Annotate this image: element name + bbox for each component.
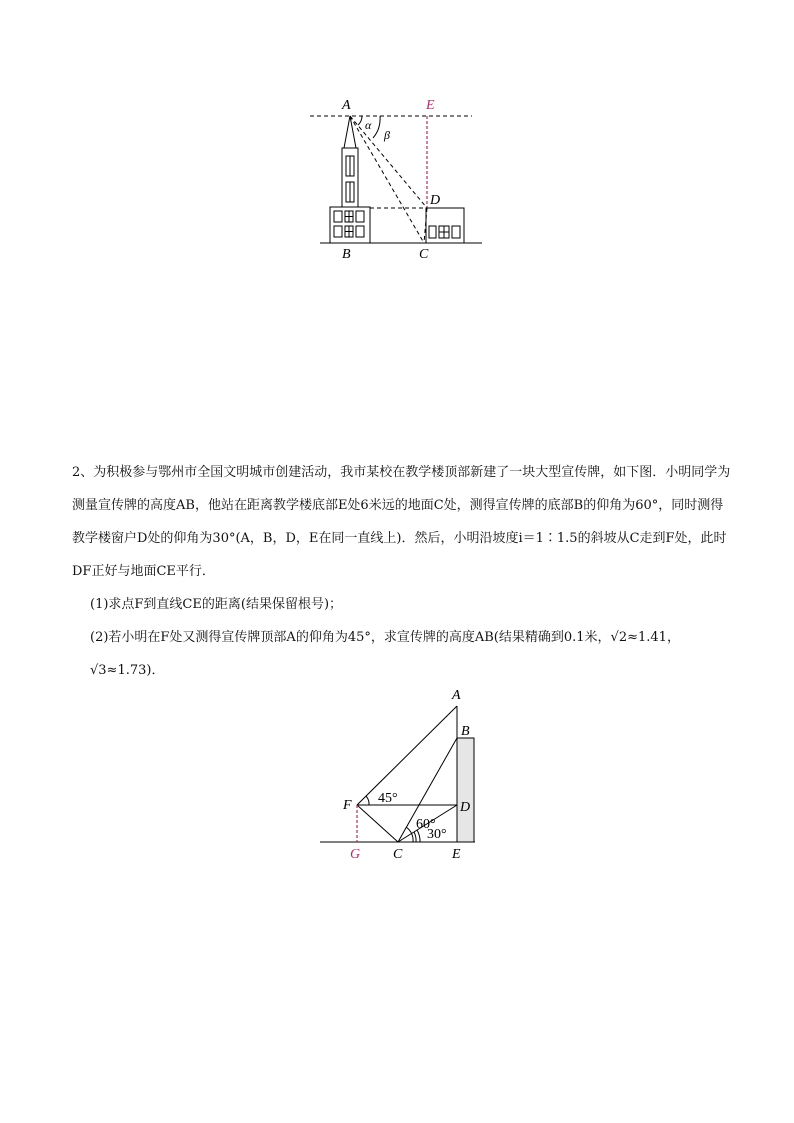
tower-spire — [344, 116, 356, 148]
label-f2: F — [343, 798, 352, 813]
label-b: B — [342, 247, 351, 262]
label-d2: D — [460, 800, 471, 815]
label-c2: C — [393, 847, 403, 862]
question-1: (1)求点F到直线CE的距离(结果保留根号)； — [90, 597, 343, 612]
figure-billboard — [310, 680, 490, 870]
angle-45-arc — [366, 796, 369, 805]
label-alpha: α — [365, 118, 372, 132]
line-fc — [357, 805, 398, 842]
figure-tower-building — [300, 92, 500, 272]
question-2: (2)若小明在F处又测得宣传牌顶部A的仰角为45°，求宣传牌的高度AB(结果精确到0.1米，√2≈1.41，√3≈1.73)． — [90, 630, 680, 678]
label-c: C — [419, 247, 429, 262]
angle-30-arc-inner — [414, 832, 416, 842]
label-angle-30: 30° — [427, 827, 447, 842]
problem-statement: 2、为积极参与鄂州市全国文明城市创建活动，我市某校在教学楼顶部新建了一块大型宣传牌，如下图．小明同学为测量宣传牌的高度AB，他站在距离教学楼底部E处6米远的地面C处，测得宣传牌的底部B的仰角为60°，同时测得教学楼窗户D处的仰角为30°(A，B，D，E在同一直线上)．然后，小明沿坡度i＝1∶1.5的斜坡从C走到F处，此时DF正好与地面CE平行． — [72, 465, 731, 579]
label-a: A — [342, 98, 351, 113]
label-a2: A — [452, 688, 461, 703]
label-angle-45: 45° — [378, 791, 398, 806]
problem-text — [72, 456, 732, 687]
label-d: D — [430, 193, 441, 208]
label-b2: B — [461, 724, 470, 739]
teaching-building — [457, 738, 474, 842]
label-e: E — [426, 98, 435, 113]
label-e2: E — [452, 847, 461, 862]
angle-beta-arc — [373, 116, 380, 138]
label-g2: G — [350, 847, 361, 862]
angle-alpha-arc — [358, 116, 362, 125]
label-angle-60: 60° — [416, 817, 436, 832]
line-fa — [357, 706, 457, 805]
label-beta: β — [384, 128, 390, 142]
right-building-windows — [429, 226, 460, 238]
